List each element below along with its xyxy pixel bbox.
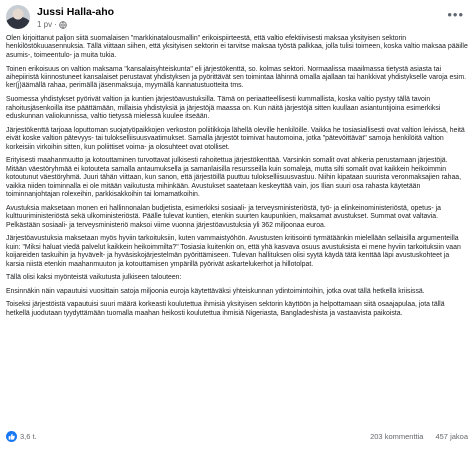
- post-paragraph: Olen kirjoittanut paljon siitä suomalaisen "markkinatalousmallin" erikoispiirteestä, että valtio efektiivisesti maksaa yksityisen sektorin henkilöstökuuasennuksia. Tällä viittaan siihen, että yksityisen sektorin ei tarvitse maksaa työstä palkkaa, jolla tulisi toimeen, koska valtio maksaa pääille asumis-, toimeentulo- ja muita tukia.: [6, 35, 468, 59]
- author-avatar[interactable]: [6, 5, 30, 29]
- post-paragraph: Tällä olisi kaksi myönteistä vaikutusta julkiseen talouteen:: [6, 274, 182, 282]
- post-paragraph: Toinen erikoisuus on valtion maksama "kansalaisyhteiskunta" eli järjestökenttä, so. kolmas sektori. Normaalissa maailmassa tietystä asiasta tai aihepiiristä kiinnostuneet kansalaiset perustavat yhdistyksen ja pyörittävät sen toimintaa lähinnä omalla ajallaan tai hankkivat yhdistykselle varoja esim. ker(j)äämällä rahaa, perimällä jäsenmaksuja, myymällä kannatustuotteita tms.: [6, 65, 467, 90]
- post-meta: [37, 20, 67, 29]
- post-paragraph: Suomessa yhdistykset pyörivät valtion ja kuntien järjestöavustuksilla. Tämä on periaatteellisesti kummallista, koska valtio pystyy tällä tavoin rahoitusjäsenkoilla itse päättämään, millaisia yhdistyksiä ja järjestöjä maassa on. Kun näitä järjestöjä sitten kuullaan asiantuntijoina esimerkiksi eduskunnan valiokunnissa, valtio tietyssä mielessä kuulee itseään.: [6, 96, 441, 120]
- post-time[interactable]: 1 pv: [37, 20, 53, 29]
- comments-count[interactable]: 203 kommenttia: [370, 432, 424, 441]
- post-paragraph: Avustuksia maksetaan monen eri hallinnonalan budjetista, esimerkiksi sosiaali- ja terveysministeriöstä, työ- ja elinkeinoministeriöstä, opetus- ja kulttuuriministeriöstä sekä ulkoministeriöstä. Päälle tulevat kuntien, etenkin suurten kaupunkien, maksamat avustukset. Summat ovat valtavia. Pelkästään sosiaali- ja terveysministeriö maksoi viime vuonna järjestöavustuksia yli 362 miljoonaa euroa.: [6, 204, 441, 229]
- globe-icon: [59, 21, 67, 29]
- post-paragraph: Toiseksi järjestöistä vapautuisi suuri määrä korkeasti koulutettua ihmisiä yksityisen sektorin käyttöön ja helpottamaan siitä osaajapulaa, jota tällä hetkellä juodutaan tyydyttämään tuomalla maahan heikosti koulutettua ihmisiä Nigeriasta, Bangladeshista ja vastaavista paikoista.: [6, 301, 445, 317]
- shares-count[interactable]: 457 jakoa: [435, 432, 468, 441]
- more-options-icon[interactable]: •••: [447, 7, 464, 22]
- reactions-count: 3,6 t.: [20, 432, 37, 441]
- post-body: [6, 35, 468, 324]
- post-footer: [6, 431, 468, 445]
- post-header: [6, 5, 466, 31]
- meta-separator: ·: [54, 20, 57, 29]
- post-paragraph: Järjestöavustuksia maksetaan myös hyviin tarkoituksiin, kuten vammaistyöhön. Avustusten kritisointi tyrmätäänkin mielellään sellaisilla argumenteilla kuin: "Miksi haluat viedä palvelut kaikkein heikoimmilta?" Tosiasia kuitenkin on, että yhä kasvava osuus avustuksista ei mene hyviin tarkoituksiin vaan koijareiden taskuihin ja hyvävelt- ja hyväsiskojärjestelmän pyörittämiseen. Tulevan hallituksen olisi syytä käydä tätä kenttää läpi avustuskohteet ja karsia niistä etenkin maahanmuuton ja kotouttamisen ympärillä pyörivät askartelukerhot ja hillotolpat.: [6, 235, 461, 268]
- like-icon: [6, 431, 17, 442]
- author-name[interactable]: Jussi Halla-aho: [37, 6, 115, 18]
- reactions-summary[interactable]: [6, 431, 37, 442]
- engagement-counts: [370, 432, 468, 441]
- post-paragraph: Erityisesti maahanmuutto ja kotouttaminen turvottavat julkisesti rahoitettua järjestökenttää. Varsinkin somalit ovat ahkeria perustamaan järjestöjä. Mitään väestöryhmää ei kotouteta samalla antaumuksella ja samanlaisilla resursseilla kuin somaleja, mutta silti somalit ovat kaikkein heikoimmin kotoutunut väestöryhmä. Juuri tähän viittaan, kun sanon, että järjestöillä puuttuu tulokselliisuusvastuu. Niihin kipataan suurista veronmaksajien rahaa, vaikka niiden toiminnalla ei ole mitään vaikutusta mihinkään. Avustukset saatetaan keskeyttää vain, jos Ilian suuri osa rahasta käytetään toiminnanjohtajan rolexeihin, parkkisakkoihin tai lomamatkoihin.: [6, 157, 462, 198]
- post-paragraph: Järjestökenttä tarjoaa loputtoman suojatyöpaikkojen verkoston poliitikkoja lähellä oleville henkilöille. Vaikka he tosiasiallisesti ovat valtion leivissä, heitä eivät koske valtion pätevyys- tai tulokselliisuusvaatimukset. Samalla järjestöt toimivat hautomoina, jotka "pätevöittävät" samoja henkilöitä valtion korkeisiin virkoihin sitten, kun poliittiset voima- ja olosuhteet ovat otolliset.: [6, 126, 465, 151]
- post-paragraph: Ensinnäkin näin vapautuisi vuosittain satoja miljoonia euroja käytettäväksi yhteiskunnan ydintoimintoihin, jotka ovat tällä hetkellä kriisissä.: [6, 287, 425, 295]
